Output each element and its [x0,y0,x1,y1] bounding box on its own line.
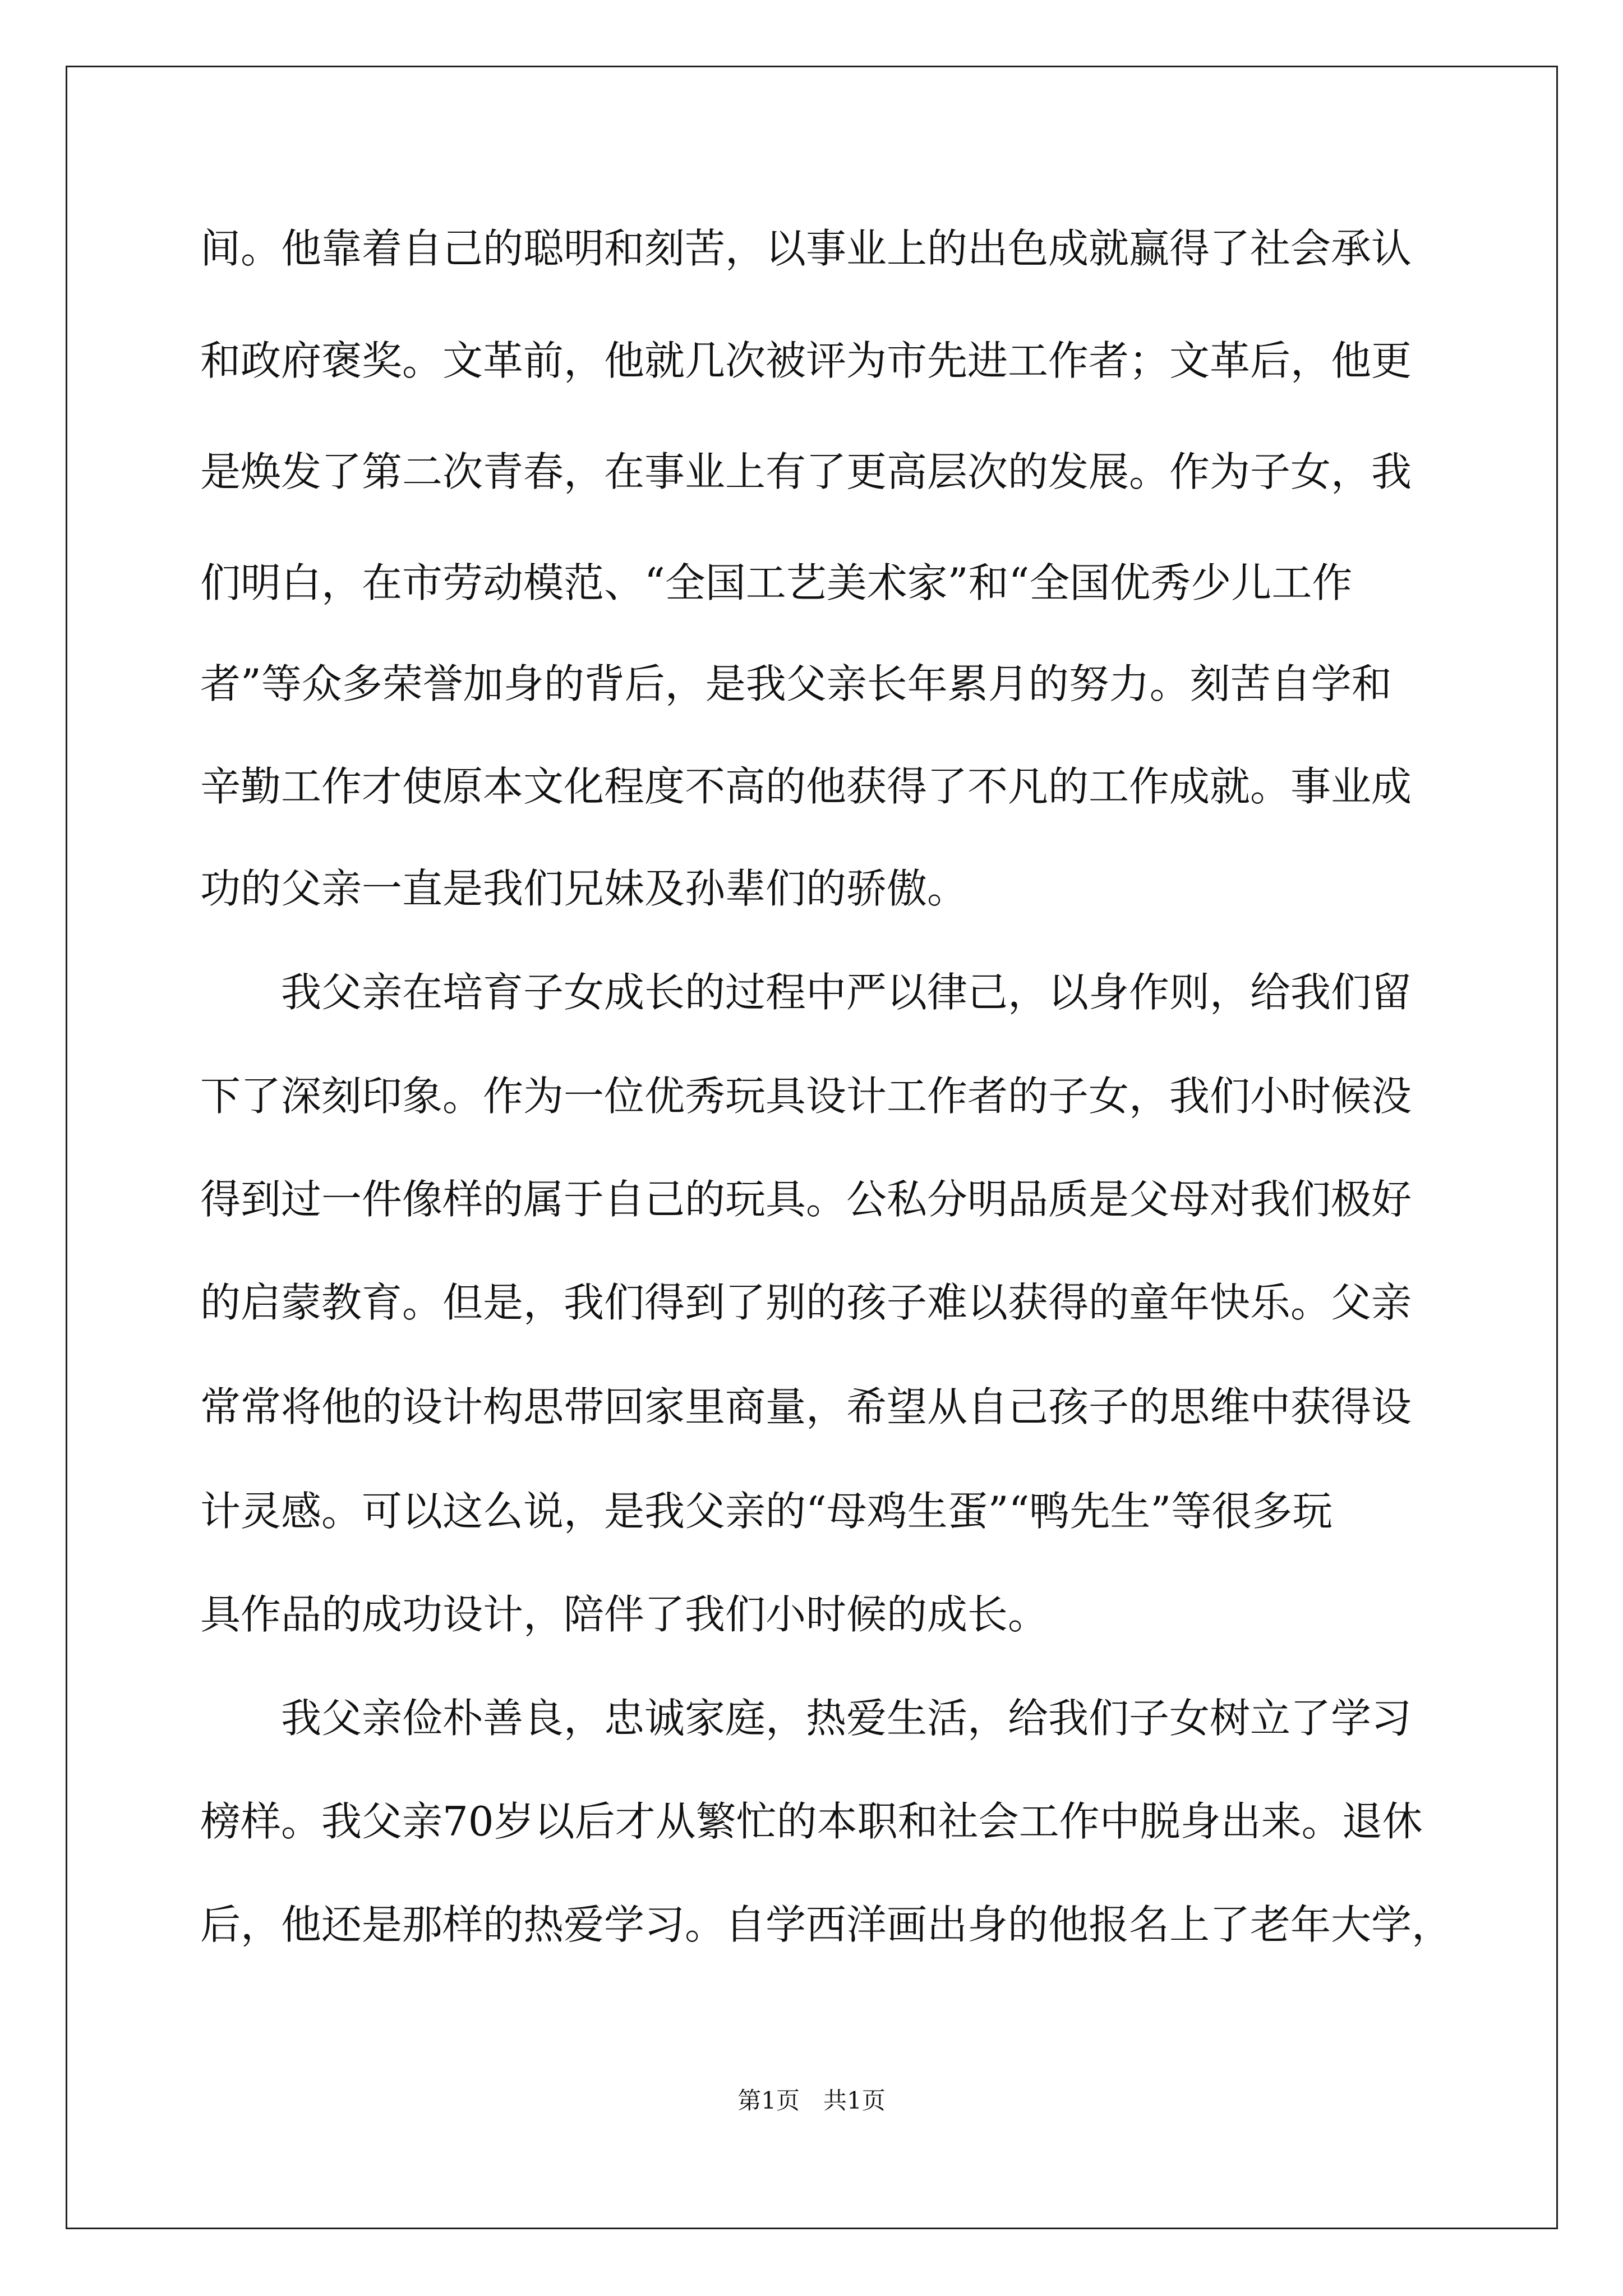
text-line: 我父亲在培育子女成长的过程中严以律己，以身作则，给我们留 [200,969,1412,1016]
text-line: 常常将他的设计构思带回家里商量，希望从自己孩子的思维中获得设 [200,1383,1412,1430]
text-line: 辛勤工作才使原本文化程度不高的他获得了不凡的工作成就。事业成 [200,763,1412,810]
text-line: 和政府褒奖。文革前，他就几次被评为市先进工作者；文革后，他更 [200,337,1412,384]
text-line: 我父亲俭朴善良，忠诚家庭，热爱生活，给我们子女树立了学习 [200,1695,1412,1742]
text-line: 榜样。我父亲70岁以后才从繁忙的本职和社会工作中脱身出来。退休 [200,1798,1423,1845]
text-line: 是焕发了第二次青春，在事业上有了更高层次的发展。作为子女，我 [200,448,1412,495]
text-line: 计灵感。可以这么说，是我父亲的“母鸡生蛋”“鸭先生”等很多玩 [200,1488,1333,1535]
text-line: 者”等众多荣誉加身的背后，是我父亲长年累月的努力。刻苦自学和 [200,660,1392,707]
text-line: 的启蒙教育。但是，我们得到了别的孩子难以获得的童年快乐。父亲 [200,1279,1412,1326]
text-line: 们明白，在市劳动模范、“全国工艺美术家”和“全国优秀少儿工作 [200,559,1353,606]
text-line: 下了深刻印象。作为一位优秀玩具设计工作者的子女，我们小时候没 [200,1073,1412,1120]
text-line: 具作品的成功设计，陪伴了我们小时候的成长。 [200,1591,1049,1638]
text-line: 后，他还是那样的热爱学习。自学西洋画出身的他报名上了老年大学， [200,1901,1453,1948]
text-line: 得到过一件像样的属于自己的玩具。公私分明品质是父母对我们极好 [200,1176,1412,1223]
text-line: 间。他靠着自己的聪明和刻苦，以事业上的出色成就赢得了社会承认 [200,225,1412,272]
text-line: 功的父亲一直是我们兄妹及孙辈们的骄傲。 [200,865,968,912]
page-number-footer: 第1页 共1页 [737,2087,886,2114]
